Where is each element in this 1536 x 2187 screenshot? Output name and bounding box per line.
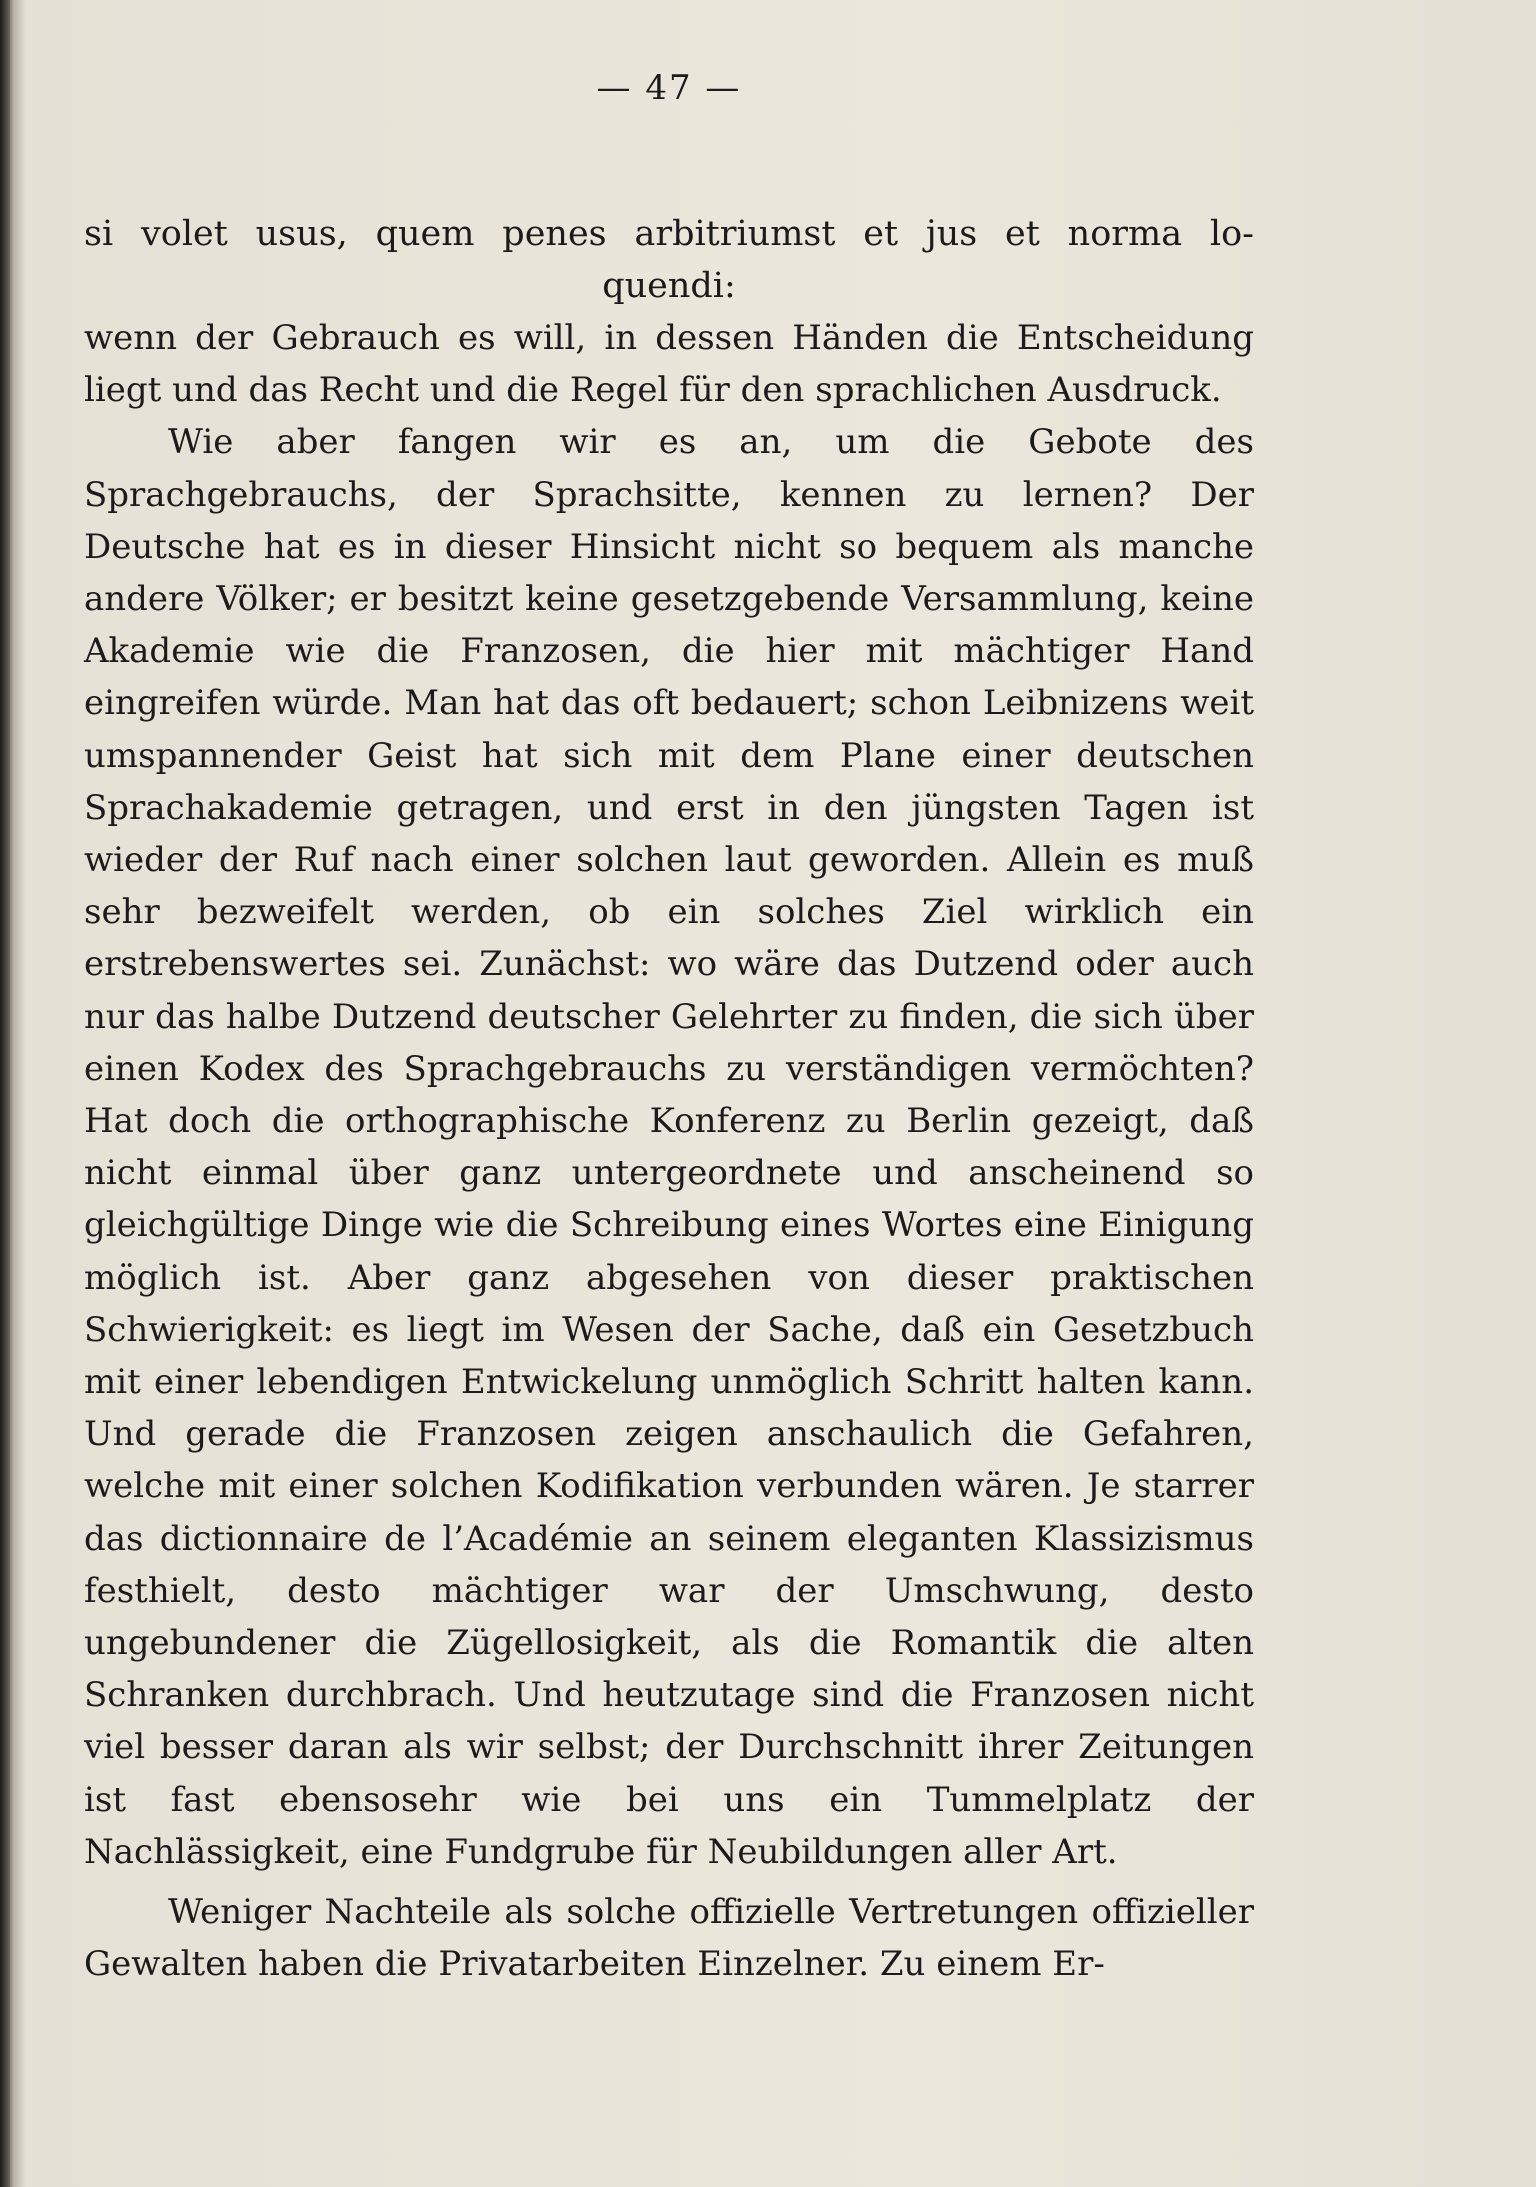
paragraph-1: wenn der Gebrauch es will, in dessen Händen die Entscheidung liegt und das Recht und die Regel für den sprachlichen Ausdruck. [84,318,1254,411]
latin-quote [84,208,1254,312]
paragraph-3: Weniger Nachteile als solche offizielle Vertretungen offizieller Gewalten haben die Privatarbeiten Einzelner. Zu einem Er- [84,1892,1254,1985]
page-content [84,60,1254,1991]
latin-quote-line-1: si volet usus, quem penes arbitriumst et jus et norma lo- [84,214,1254,254]
page-number: — 47 — [596,68,742,108]
paragraph-2: Wie aber fangen wir es an, um die Gebote des Sprachgebrauchs, der Sprachsitte, kennen zu lernen? Der Deutsche hat es in dieser Hinsicht nicht so bequem als manche andere Völker; er besitzt keine gesetzgebende Versammlung, keine Akademie wie die Franzosen, die hier mit mächtiger Hand eingreifen würde. Man hat das oft bedauert; schon Leibnizens weit umspannender Geist hat sich mit dem Plane einer deutschen Sprachakademie getragen, und erst in den jüngsten Tagen ist wieder der Ruf nach einer solchen laut geworden. Allein es muß sehr bezweifelt werden, ob ein solches Ziel wirklich ein erstrebenswertes sei. Zunächst: wo wäre das Dutzend oder auch nur das halbe Dutzend deutscher Gelehrter zu finden, die sich über einen Kodex des Sprachgebrauchs zu verständigen vermöchten? Hat doch die orthographische Konferenz zu Berlin gezeigt, daß nicht einmal über ganz untergeordnete und anscheinend so gleichgültige Dinge wie die Schreibung eines Wortes eine Einigung möglich ist. Aber ganz abgesehen von dieser praktischen Schwierigkeit: es liegt im Wesen der Sache, daß ein Gesetzbuch mit einer lebendigen Entwickelung unmöglich Schritt halten kann. Und gerade die Franzosen zeigen anschaulich die Gefahren, welche mit einer solchen Kodifikation verbunden wären. Je starrer das dictionnaire de l’Académie an seinem eleganten Klassizismus festhielt, desto mächtiger war der Umschwung, desto ungebundener die Zügellosigkeit, als die Romantik die alten Schranken durchbrach. Und heutzutage sind die Franzosen nicht viel besser daran als wir selbst; der Durchschnitt ihrer Zeitungen ist fast ebensosehr wie bei uns ein Tummelplatz der Nachlässigkeit, eine Fundgrube für Neubildungen aller Art. [84,422,1254,1872]
latin-quote-line-2: quendi: [602,266,736,306]
book-gutter-shadow [0,0,10,2187]
